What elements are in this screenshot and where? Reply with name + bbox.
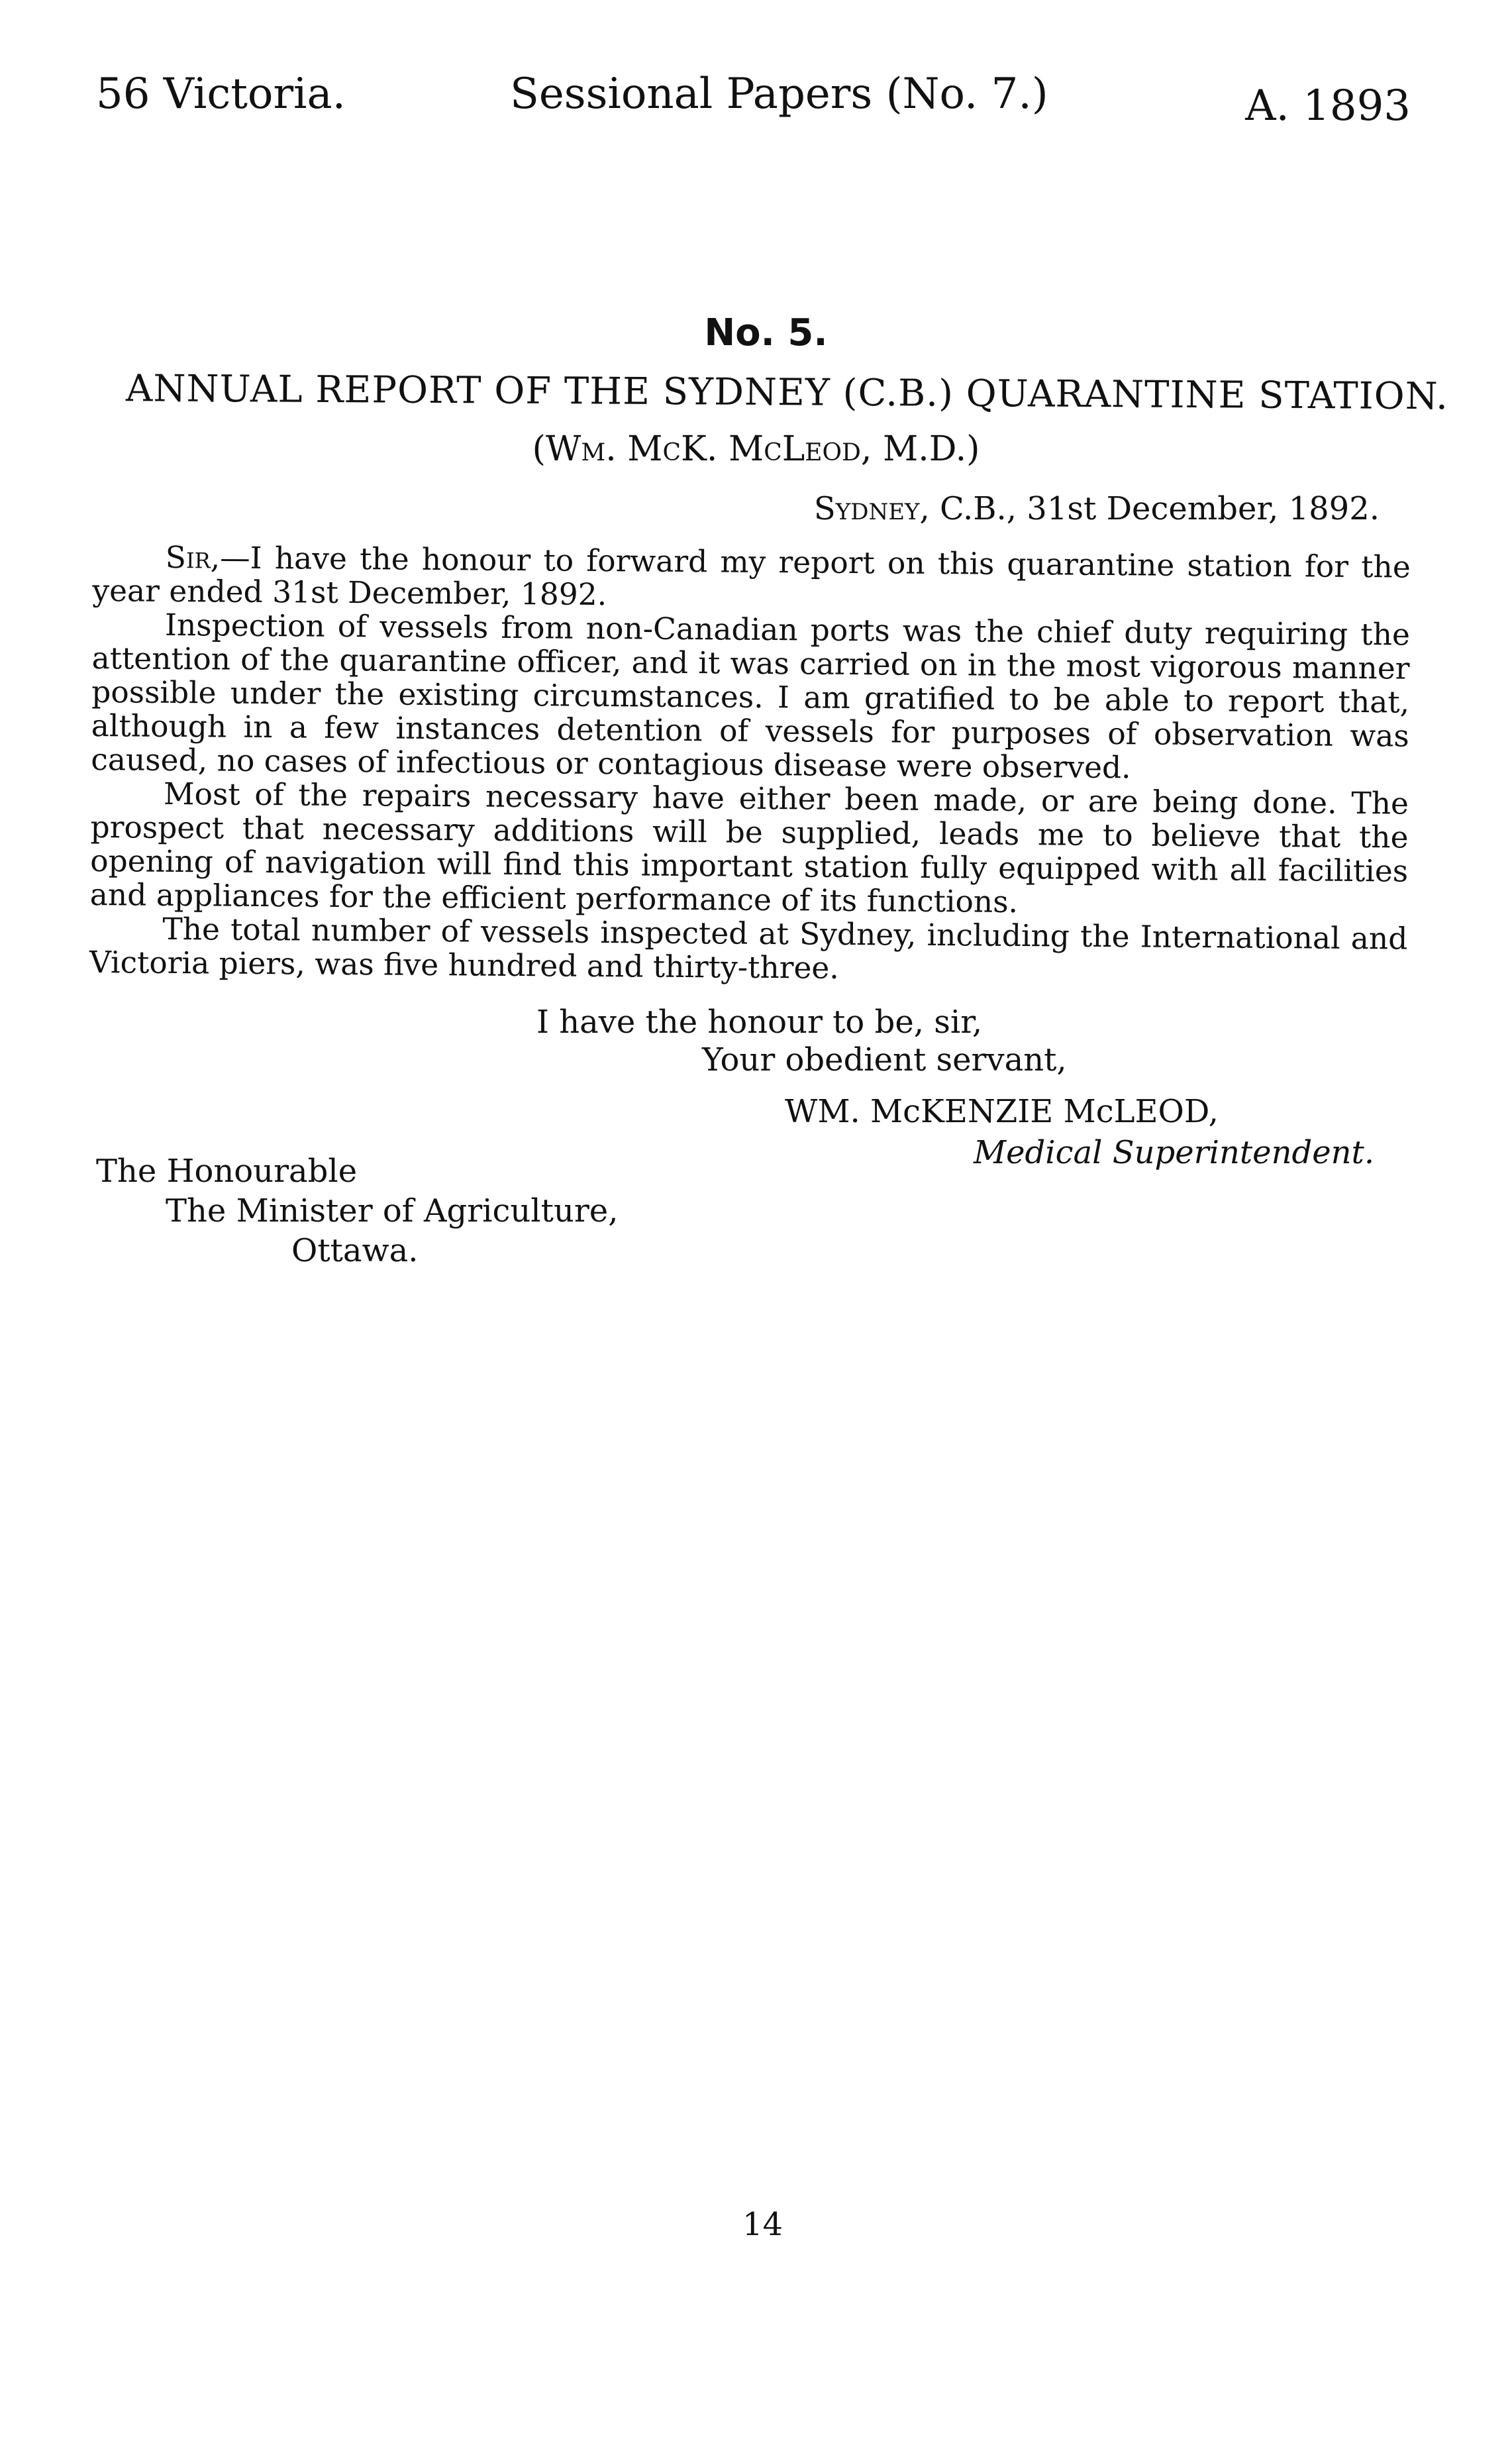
header-volume: 56 Victoria. [96, 70, 346, 119]
addressee-line: The Honourable [96, 1153, 358, 1190]
paragraph: Most of the repairs necessary have either been made, or are being done. The prospect that necessary additions will be supplied, leads me to believe that the opening of navigation will find this important station fully equipped with all facilities and appliances for the efficient performance of its functions. [89, 776, 1409, 919]
closing-line: I have the honour to be, sir, [536, 1004, 983, 1041]
paragraph [92, 540, 1411, 618]
paragraph: The total number of vessels inspected at Sydney, including the International and Victoria piers, was five hundred and thirty-three. [89, 911, 1408, 986]
closing-line: Your obedient servant, [702, 1041, 1067, 1078]
header-year: A. 1893 [1245, 81, 1411, 131]
signatory-role: Medical Superintendent. [974, 1134, 1375, 1171]
paragraph-text: —I have the honour to forward my report on this quarantine station for the year ended 31st December, 1892. [92, 540, 1411, 613]
dateline [814, 490, 1380, 527]
addressee-line: The Minister of Agriculture, [166, 1192, 619, 1229]
dateline-place: Sydney [813, 490, 920, 527]
report-title: ANNUAL REPORT OF THE SYDNEY (C.B.) QUARANTINE STATION. [125, 367, 1449, 419]
page-number: 14 [742, 2206, 783, 2243]
running-header [93, 70, 1424, 129]
report-author: (Wm. McK. McLeod, M.D.) [532, 429, 980, 469]
signature: WM. McKENZIE McLEOD, [785, 1093, 1219, 1130]
report-number: No. 5. [704, 311, 828, 354]
dateline-date: , C.B., 31st December, 1892. [919, 490, 1380, 527]
header-sessional-papers: Sessional Papers (No. 7.) [510, 70, 1048, 119]
paragraph: Inspection of vessels from non-Canadian ports was the chief duty requiring the attention of the quarantine officer, and it was carried on in the most vigorous manner possible under the existing circumstances. I am gratified to be able to report that, although in a few instances detention of vessels for purposes of observation was caused, no cases of infectious or contagious disease were observed. [91, 607, 1411, 786]
letter-body [89, 540, 1411, 990]
addressee-line: Ottawa. [291, 1232, 419, 1269]
salutation: Sir, [165, 539, 221, 576]
